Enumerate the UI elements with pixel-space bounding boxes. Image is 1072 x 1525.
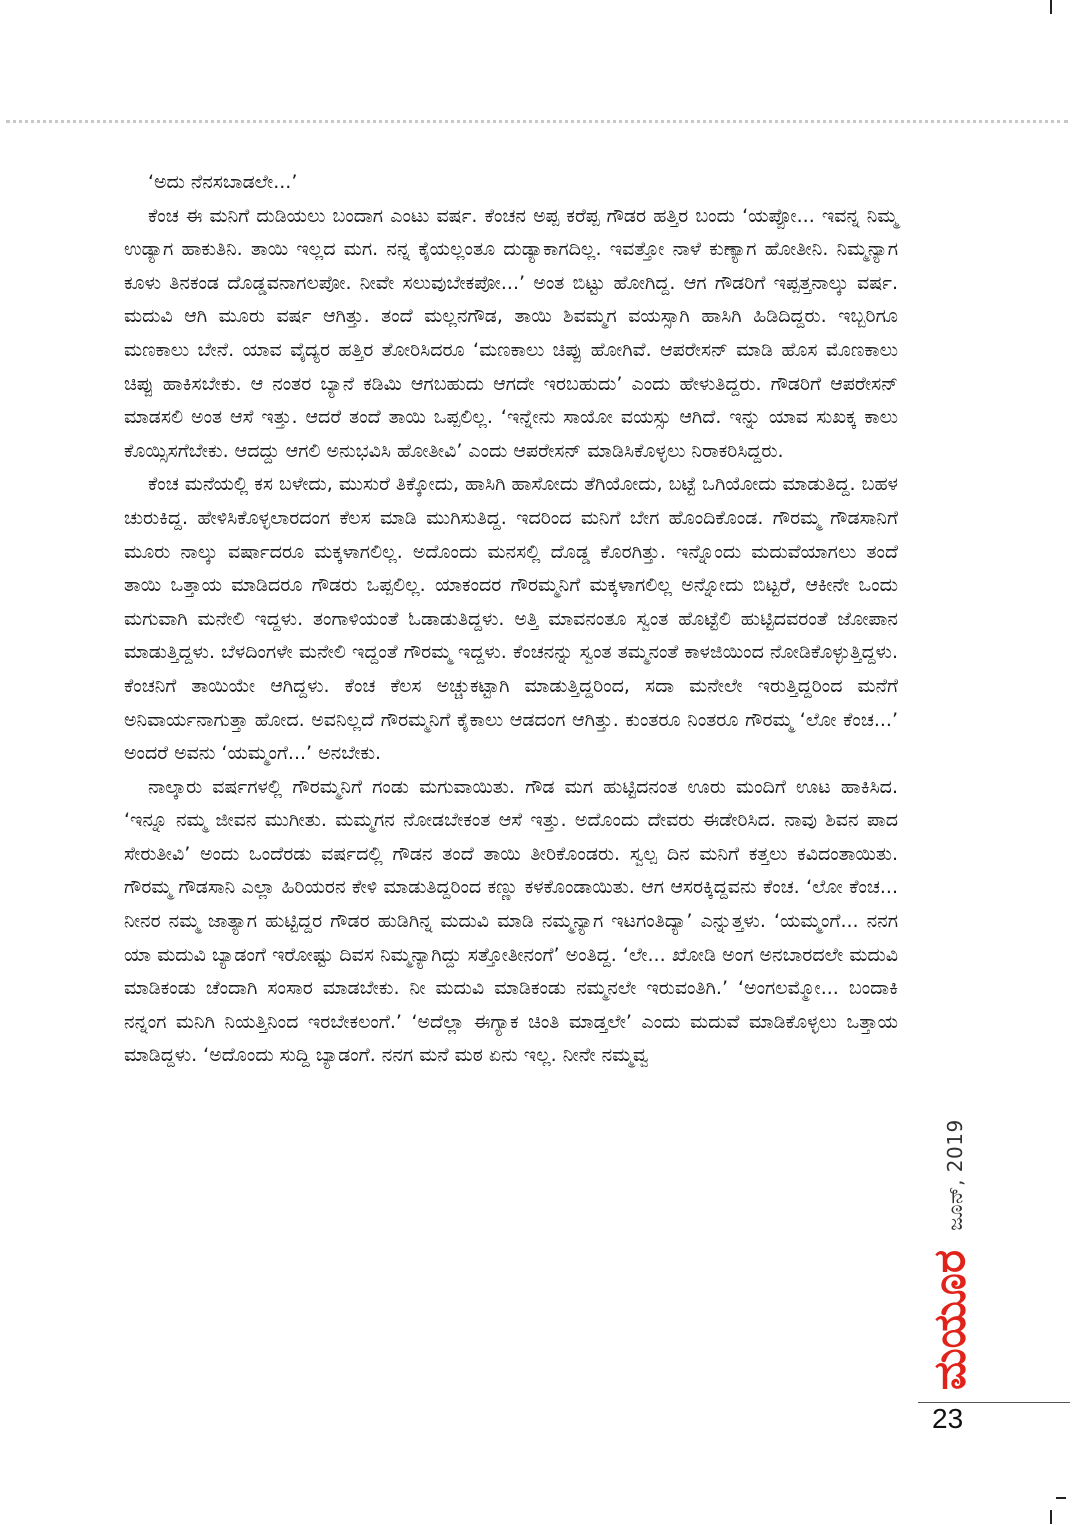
crop-mark xyxy=(1056,1497,1066,1499)
issue-date xyxy=(925,1110,985,1240)
article-body xyxy=(124,166,898,1073)
crop-mark xyxy=(1050,0,1052,14)
paragraph: ಕೆಂಚ ಈ ಮನಿಗೆ ದುಡಿಯಲು ಬಂದಾಗ ಎಂಟು ವರ್ಷ. ಕೆಂಚನ ಅಪ್ಪ ಕರೆಪ್ಪ ಗೌಡರ ಹತ್ತಿರ ಬಂದು ‘ಯಪ್ಪೋ... ಇವನ್ನ ನಿಮ್ಮ ಉಡ್ಯಾಗ ಹಾಕುತಿನಿ. ತಾಯಿ ಇಲ್ಲದ ಮಗ. ನನ್ನ ಕೈಯಲ್ಲಂತೂ ದುಡ್ಯಾಕಾಗದಿಲ್ಲ. ಇವತ್ತೋ ನಾಳೆ ಕುಣ್ಯಾಗ ಹೋತೀನಿ. ನಿಮ್ಮನ್ಯಾಗ ಕೂಳು ತಿನಕಂಡ ದೊಡ್ಡವನಾಗಲಪೋ. ನೀವೇ ಸಲುವುಬೇಕಪೋ...’ ಅಂತ ಬಿಟ್ಟು ಹೋಗಿದ್ದ. ಆಗ ಗೌಡರಿಗೆ ಇಪ್ಪತ್ತನಾಲ್ಕು ವರ್ಷ. ಮದುವಿ ಆಗಿ ಮೂರು ವರ್ಷ ಆಗಿತ್ತು. ತಂದೆ ಮಲ್ಲನಗೌಡ, ತಾಯಿ ಶಿವಮ್ಮಗ ವಯಸ್ಸಾಗಿ ಹಾಸಿಗಿ ಹಿಡಿದಿದ್ದರು. ಇಬ್ಬರಿಗೂ ಮಣಕಾಲು ಬೇನೆ. ಯಾವ ವೈದ್ಯರ ಹತ್ತಿರ ತೋರಿಸಿದರೂ ‘ಮಣಕಾಲು ಚಿಪ್ಪು ಹೋಗಿವೆ. ಆಪರೇಸನ್ ಮಾಡಿ ಹೊಸ ಮೊಣಕಾಲು ಚಿಪ್ಪು ಹಾಕಿಸಬೇಕು. ಆ ನಂತರ ಬ್ಯಾನೆ ಕಡಿಮಿ ಆಗಬಹುದು ಆಗದೇ ಇರಬಹುದು’ ಎಂದು ಹೇಳುತಿದ್ದರು. ಗೌಡರಿಗೆ ಆಪರೇಸನ್ ಮಾಡಸಲಿ ಅಂತ ಆಸೆ ಇತ್ತು. ಆದರೆ ತಂದೆ ತಾಯಿ ಒಪ್ಪಲಿಲ್ಲ. ‘ಇನ್ನೇನು ಸಾಯೋ ವಯಸ್ಸು ಆಗಿದೆ. ಇನ್ನು ಯಾವ ಸುಖಕ್ಕ ಕಾಲು ಕೊಯ್ಸಿಸಗೆಬೇಕು. ಆದದ್ದು ಆಗಲಿ ಅನುಭವಿಸಿ ಹೋತೀವಿ’ ಎಂದು ಆಪರೇಸನ್ ಮಾಡಿಸಿಕೊಳ್ಳಲು ನಿರಾಕರಿಸಿದ್ದರು. xyxy=(124,204,898,462)
crop-mark xyxy=(1050,1510,1052,1524)
paragraph: ನಾಲ್ಕಾರು ವರ್ಷಗಳಲ್ಲಿ ಗೌರಮ್ಮನಿಗೆ ಗಂಡು ಮಗುವಾಯಿತು. ಗೌಡ ಮಗ ಹುಟ್ಟಿದನಂತ ಊರು ಮಂದಿಗೆ ಊಟ ಹಾಕಿಸಿದ. ‘ಇನ್ನೂ ನಮ್ಮ ಜೀವನ ಮುಗೀತು. ಮಮ್ಮಗನ ನೋಡಬೇಕಂತ ಆಸೆ ಇತ್ತು. ಅದೊಂದು ದೇವರು ಈಡೇರಿಸಿದ. ನಾವು ಶಿವನ ಪಾದ ಸೇರುತೀವಿ’ ಅಂದು ಒಂದೆರಡು ವರ್ಷದಲ್ಲಿ ಗೌಡನ ತಂದೆ ತಾಯಿ ತೀರಿಕೊಂಡರು. ಸ್ವಲ್ಪ ದಿನ ಮನಿಗೆ ಕತ್ತಲು ಕವಿದಂತಾಯಿತು. ಗೌರಮ್ಮ ಗೌಡಸಾನಿ ಎಲ್ಲಾ ಹಿರಿಯರನ ಕೇಳಿ ಮಾಡುತಿದ್ದರಿಂದ ಕಣ್ಣು ಕಳಕೊಂಡಾಯಿತು. ಆಗ ಆಸರಕ್ಕಿದ್ದವನು ಕೆಂಚ. ‘ಲೋ ಕೆಂಚ... ನೀನರ ನಮ್ಮ ಜಾತ್ಯಾಗ ಹುಟ್ಟಿದ್ದರ ಗೌಡರ ಹುಡಿಗಿನ್ನ ಮದುವಿ ಮಾಡಿ ನಮ್ಮನ್ಯಾಗ ಇಟಗಂತಿದ್ಯಾ’ ಎನ್ನುತ್ತಳು. ‘ಯಮ್ಮಂಗೆ... ನನಗ ಯಾ ಮದುವಿ ಬ್ಯಾಡಂಗೆ ಇರೋಷ್ಟು ದಿವಸ ನಿಮ್ಮನ್ಯಾಗಿದ್ದು ಸತ್ತೋತೀನಂಗೆ’ ಅಂತಿದ್ದ. ‘ಲೇ... ಖೋಡಿ ಅಂಗ ಅನಬಾರದಲೇ ಮದುವಿ ಮಾಡಿಕಂಡು ಚೆಂದಾಗಿ ಸಂಸಾರ ಮಾಡಬೇಕು. ನೀ ಮದುವಿ ಮಾಡಿಕಂಡು ನಮ್ಮನಲೇ ಇರುವಂತಿಗಿ.’ ‘ಅಂಗಲಮ್ಮೋ... ಬಂದಾಕಿ ನನ್ನಂಗ ಮನಿಗಿ ನಿಯತ್ತಿನಿಂದ ಇರಬೇಕಲಂಗೆ.’ ‘ಅದೆಲ್ಲಾ ಈಗ್ಯಾಕ ಚಿಂತಿ ಮಾಡ್ತಲೇ’ ಎಂದು ಮದುವೆ ಮಾಡಿಕೊಳ್ಳಲು ಒತ್ತಾಯ ಮಾಡಿದ್ದಳು. ‘ಅದೊಂದು ಸುದ್ದಿ ಬ್ಯಾಡಂಗೆ. ನನಗ ಮನೆ ಮಠ ಏನು ಇಲ್ಲ. ನೀನೇ ನಮ್ಮವ್ವ xyxy=(124,775,898,1067)
paragraph: ‘ಅದು ನೆನಸಬಾಡಲೇ...’ xyxy=(148,171,298,193)
page-number: 23 xyxy=(932,1403,964,1434)
paragraph: ಕೆಂಚ ಮನೆಯಲ್ಲಿ ಕಸ ಬಳೇದು, ಮುಸುರೆ ತಿಕ್ಕೋದು, ಹಾಸಿಗಿ ಹಾಸೋದು ತೆಗಿಯೋದು, ಬಟ್ಟೆ ಒಗಿಯೋದು ಮಾಡುತಿದ್ದ. ಬಹಳ ಚುರುಕಿದ್ದ. ಹೇಳಿಸಿಕೊಳ್ಳಲಾರದಂಗ ಕೆಲಸ ಮಾಡಿ ಮುಗಿಸುತಿದ್ದ. ಇದರಿಂದ ಮನಿಗೆ ಬೇಗ ಹೊಂದಿಕೊಂಡ. ಗೌರಮ್ಮ ಗೌಡಸಾನಿಗೆ ಮೂರು ನಾಲ್ಕು ವರ್ಷಾದರೂ ಮಕ್ಕಳಾಗಲಿಲ್ಲ. ಅದೊಂದು ಮನಸಲ್ಲಿ ದೊಡ್ಡ ಕೊರಗಿತ್ತು. ಇನ್ನೊಂದು ಮದುವೆಯಾಗಲು ತಂದೆ ತಾಯಿ ಒತ್ತಾಯ ಮಾಡಿದರೂ ಗೌಡರು ಒಪ್ಪಲಿಲ್ಲ. ಯಾಕಂದರ ಗೌರಮ್ಮನಿಗೆ ಮಕ್ಕಳಾಗಲಿಲ್ಲ ಅನ್ನೋದು ಬಿಟ್ಟರೆ, ಆಕೀನೇ ಒಂದು ಮಗುವಾಗಿ ಮನೇಲಿ ಇದ್ದಳು. ತಂಗಾಳಿಯಂತೆ ಓಡಾಡುತಿದ್ದಳು. ಅತ್ತಿ ಮಾವನಂತೂ ಸ್ವಂತ ಹೊಟ್ಟೆಲಿ ಹುಟ್ಟಿದವರಂತೆ ಜೋಪಾನ ಮಾಡುತ್ತಿದ್ದಳು. ಬೆಳದಿಂಗಳೇ ಮನೇಲಿ ಇದ್ದಂತೆ ಗೌರಮ್ಮ ಇದ್ದಳು. ಕೆಂಚನನ್ನು ಸ್ವಂತ ತಮ್ಮನಂತೆ ಕಾಳಜಿಯಿಂದ ನೋಡಿಕೊಳ್ಳುತ್ತಿದ್ದಳು. ಕೆಂಚನಿಗೆ ತಾಯಿಯೇ ಆಗಿದ್ದಳು. ಕೆಂಚ ಕೆಲಸ ಅಚ್ಚುಕಟ್ಟಾಗಿ ಮಾಡುತ್ತಿದ್ದರಿಂದ, ಸದಾ ಮನೇಲೇ ಇರುತ್ತಿದ್ದರಿಂದ ಮನೆಗೆ ಅನಿವಾರ್ಯನಾಗುತ್ತಾ ಹೋದ. ಅವನಿಲ್ಲದೆ ಗೌರಮ್ಮನಿಗೆ ಕೈಕಾಲು ಆಡದಂಗ ಆಗಿತ್ತು. ಕುಂತರೂ ನಿಂತರೂ ಗೌರಮ್ಮ ‘ಲೋ ಕೆಂಚ...’ ಅಂದರೆ ಅವನು ‘ಯಮ್ಮಂಗೆ...’ ಅನಬೇಕು. xyxy=(124,473,898,765)
magazine-logo xyxy=(920,1240,980,1400)
magazine-logo-text: ಮಯೂರ xyxy=(924,1249,976,1391)
header-dotted-rule xyxy=(6,120,1068,123)
issue-date-text: ಜೂನ್, 2019 xyxy=(943,1119,967,1231)
